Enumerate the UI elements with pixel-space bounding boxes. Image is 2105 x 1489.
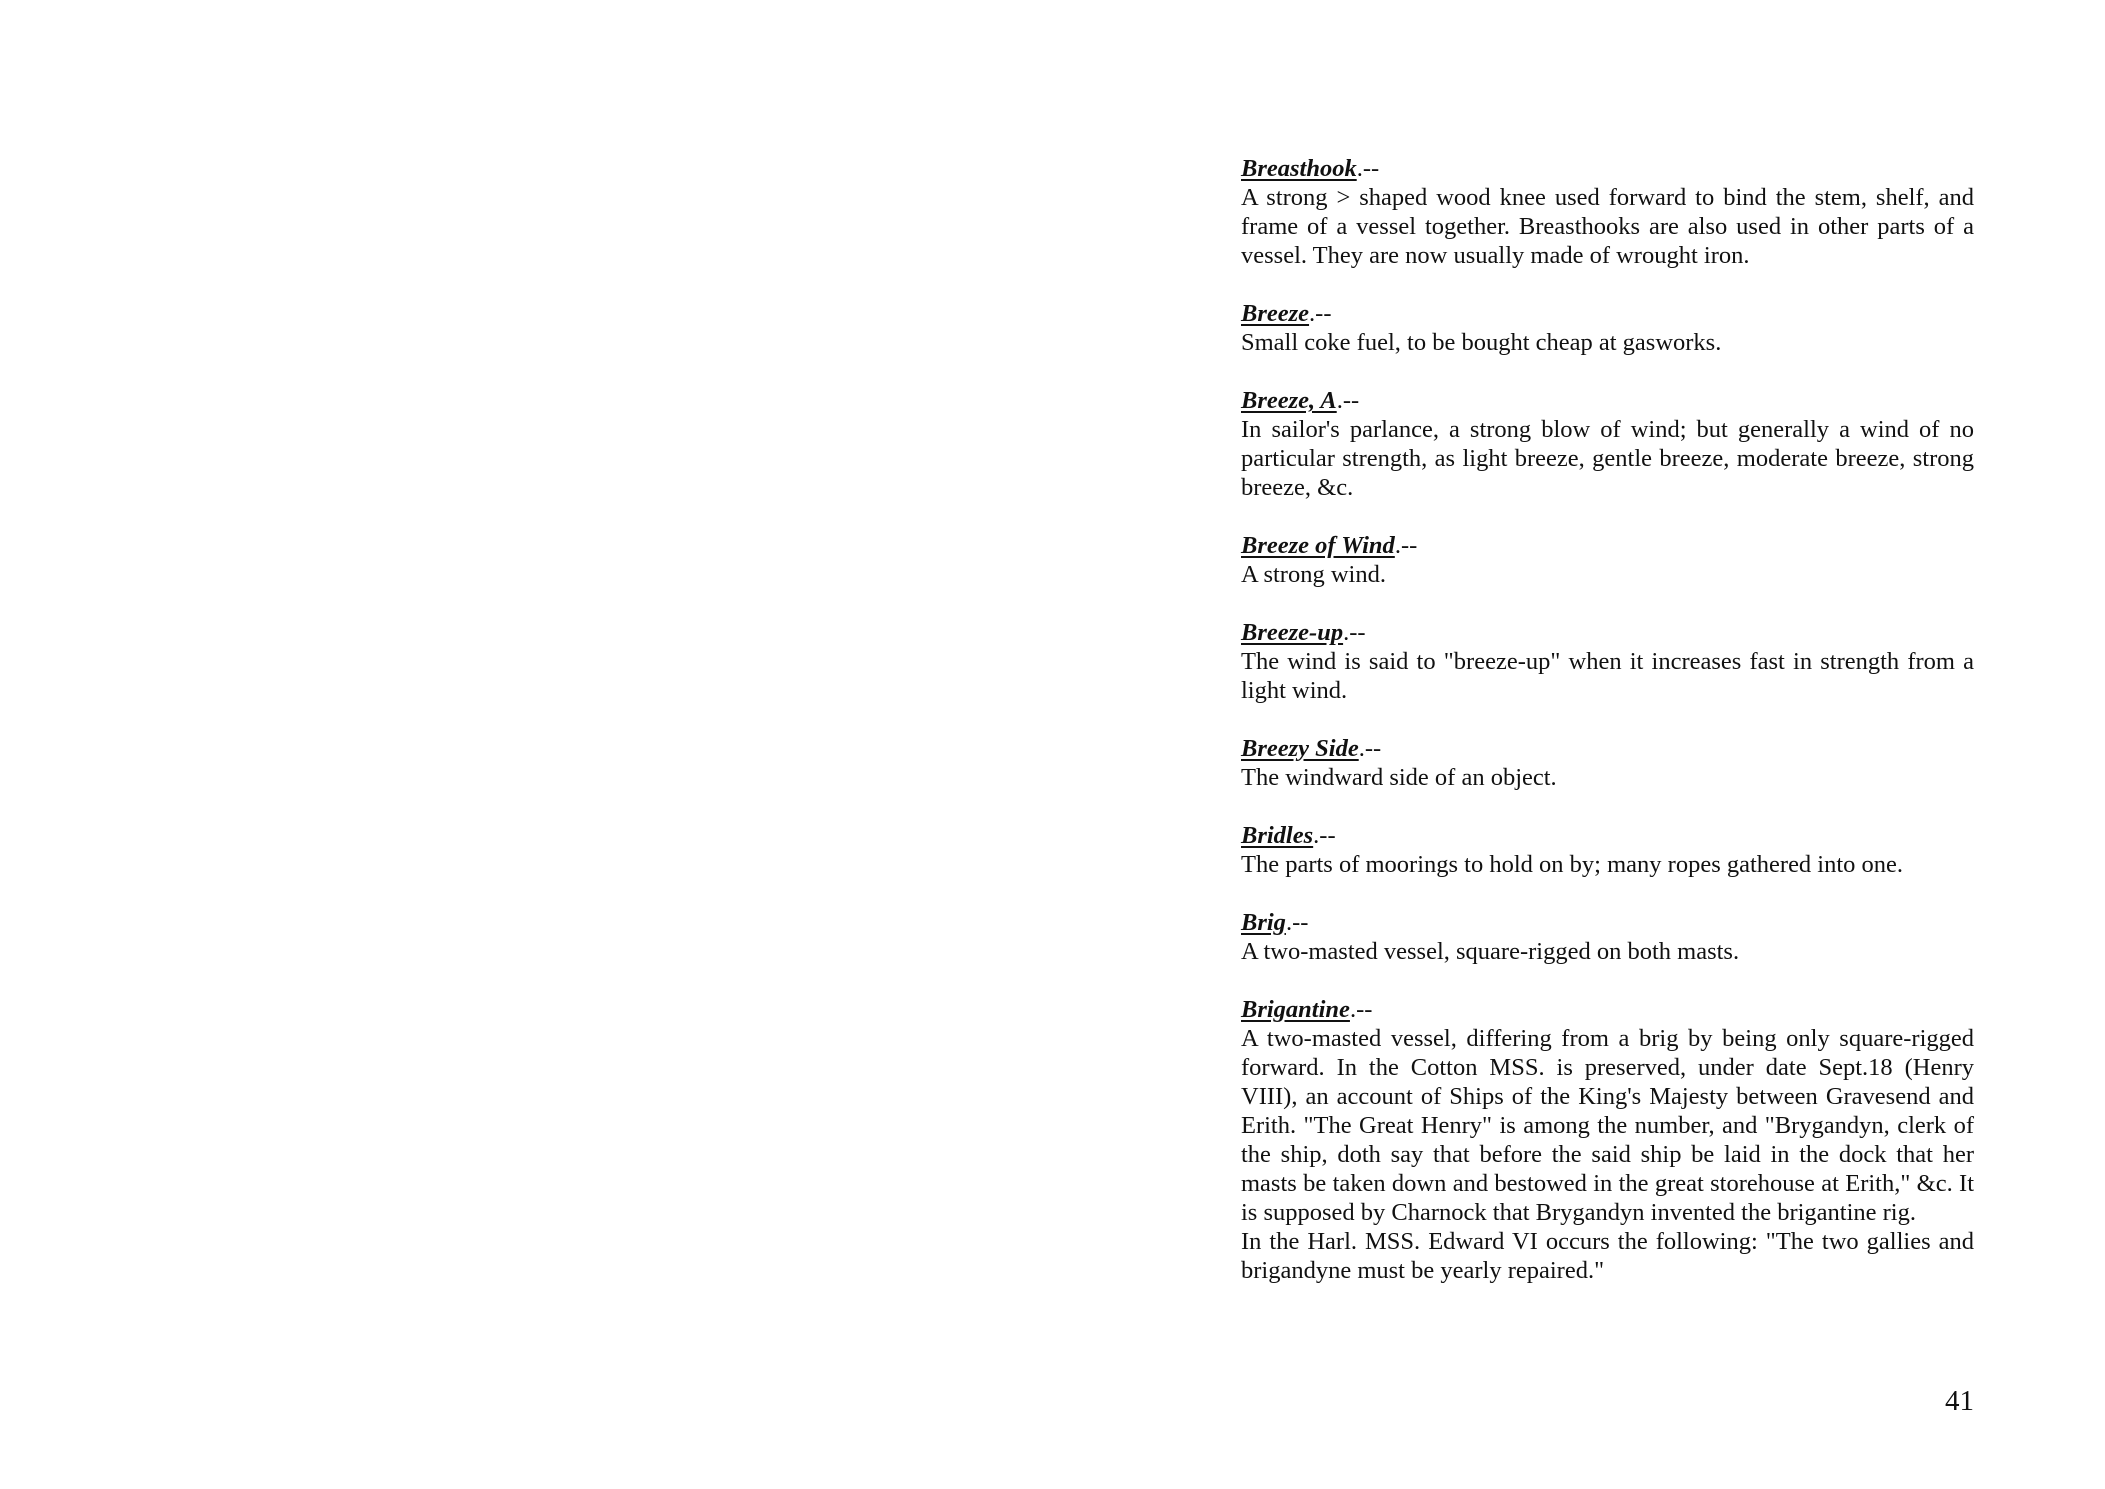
definition-text: The parts of moorings to hold on by; many ropes gathered into one. [1241, 851, 1904, 878]
entry-heading [1241, 908, 1974, 937]
definition-text: A strong wind. [1241, 561, 1386, 588]
headword-suffix: .-- [1336, 387, 1360, 414]
glossary-entry-breeze-up [1241, 618, 1974, 705]
entry-heading [1241, 386, 1974, 415]
glossary-entry-brigantine [1241, 995, 1974, 1285]
headword: Breeze of Wind [1241, 532, 1395, 559]
page-number: 41 [1945, 1385, 1974, 1417]
entry-heading [1241, 995, 1974, 1024]
glossary-entry-brig [1241, 908, 1974, 966]
headword: Bridles [1241, 822, 1314, 849]
entry-heading [1241, 734, 1974, 763]
glossary-entry-breeze-a [1241, 386, 1974, 502]
glossary-entry-breeze [1241, 299, 1974, 357]
headword: Brigantine [1241, 996, 1350, 1023]
headword: Brig [1241, 909, 1286, 936]
headword-suffix: .-- [1358, 735, 1382, 762]
entry-heading [1241, 618, 1974, 647]
headword-suffix: .-- [1309, 300, 1332, 327]
glossary-column [1241, 154, 1974, 1314]
entry-heading [1241, 531, 1974, 560]
definition-text: A strong > shaped wood knee used forward to bind the stem, shelf, and frame of a vessel together. Breasthooks are also used in other parts of a vessel. They are now usually made of wrought iron. [1241, 184, 1974, 269]
definition-text: The wind is said to "breeze-up" when it increases fast in strength from a light wind. [1241, 648, 1974, 704]
headword-suffix: .-- [1356, 155, 1380, 182]
headword: Breezy Side [1241, 735, 1359, 762]
headword-suffix: .-- [1394, 532, 1418, 559]
glossary-entry-breeze-of-wind [1241, 531, 1974, 589]
glossary-entry-bridles [1241, 821, 1974, 879]
definition-text: In sailor's parlance, a strong blow of wind; but generally a wind of no particular strength, as light breeze, gentle breeze, moderate breeze, strong breeze, &c. [1241, 416, 1974, 501]
definition-text: In the Harl. MSS. Edward VI occurs the following: "The two gallies and brigandyne must be yearly repaired." [1241, 1228, 1974, 1284]
entry-heading [1241, 154, 1974, 183]
glossary-entry-breezy-side [1241, 734, 1974, 792]
entry-heading [1241, 299, 1974, 328]
headword-suffix: .-- [1343, 619, 1366, 646]
glossary-entry-breasthook [1241, 154, 1974, 270]
headword-suffix: .-- [1285, 909, 1309, 936]
headword: Breeze-up [1241, 619, 1344, 646]
definition-text: Small coke fuel, to be bought cheap at gasworks. [1241, 329, 1722, 356]
definition-text: A two-masted vessel, differing from a brig by being only square-rigged forward. In the Cotton MSS. is preserved, under date Sept.18 (Henry VIII), an account of Ships of the King's Majesty between Gravesend and Erith. "The Great Henry" is among the number, and "Brygandyn, clerk of the ship, doth say that before the said ship be laid in the dock that her masts be taken down and bestowed in the great storehouse at Erith," &c. It is supposed by Charnock that Brygandyn invented the brigantine rig. [1241, 1025, 1974, 1226]
headword-suffix: .-- [1313, 822, 1336, 849]
headword: Breeze [1241, 300, 1310, 327]
definition-text: The windward side of an object. [1241, 764, 1557, 791]
headword: Breasthook [1241, 155, 1357, 182]
definition-text: A two-masted vessel, square-rigged on both masts. [1241, 938, 1740, 965]
entry-heading [1241, 821, 1974, 850]
headword: Breeze, A [1241, 387, 1337, 414]
headword-suffix: .-- [1349, 996, 1373, 1023]
